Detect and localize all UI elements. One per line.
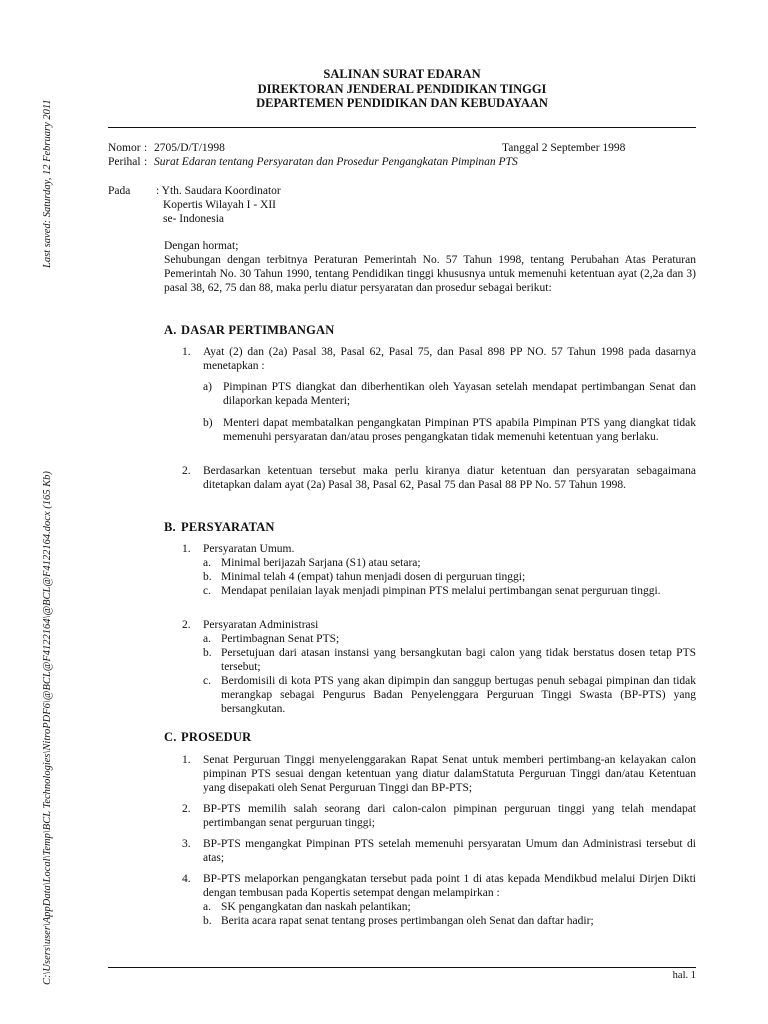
item-number: 2.	[182, 619, 191, 631]
list-item	[182, 619, 696, 633]
list-item	[182, 873, 696, 901]
nomor-row	[108, 142, 225, 156]
pada-label: Pada	[108, 185, 131, 197]
item-label: a.	[203, 633, 211, 645]
file-path-note: C:\Users\user\AppData\Local\Temp\BCL Technologies\NitroPDF6\@BCL@F4122164\@BCL@F4122164.docx (165 Kb)	[42, 471, 53, 985]
recipient-line-1: : Yth. Saudara Koordinator	[156, 185, 281, 197]
item-label: b.	[203, 915, 212, 927]
item-label: c.	[203, 585, 211, 597]
item-number: 1.	[182, 754, 191, 766]
list-item	[182, 754, 696, 795]
item-label: c.	[203, 675, 211, 687]
item-text: Minimal telah 4 (empat) tahun menjadi dosen di perguruan tinggi;	[221, 571, 526, 583]
list-item	[203, 633, 696, 647]
item-text: Menteri dapat membatalkan pengangkatan Pimpinan PTS apabila Pimpinan PTS yang diangkat tidak memenuhi persyaratan dan/atau proses pengangkatan tidak memenuhi ketentuan yang berlaku.	[223, 417, 696, 443]
item-text: Berdomisili di kota PTS yang akan dipimpin dan sanggup bertugas penuh sebagai pimpinan dan tidak merangkap sebagai Pengurus Badan Penyelenggara Perguruan Tinggi Swasta (BP-PTS) yang bersangkutan.	[221, 675, 696, 715]
item-number: 4.	[182, 873, 191, 885]
item-text: BP-PTS memilih salah seorang dari calon-calon pimpinan perguruan tinggi yang telah mendapat pertimbangan senat perguruan tinggi;	[203, 803, 696, 829]
list-item	[203, 381, 696, 409]
section-c-letter: C.	[164, 730, 177, 744]
list-item	[203, 647, 696, 675]
section-a-title: DASAR PERTIMBANGAN	[181, 323, 335, 337]
nomor-value: 2705/D/T/1998	[154, 142, 225, 154]
item-text: Mendapat penilaian layak menjadi pimpinan PTS melalui pertimbangan senat perguruan tinggi.	[221, 585, 661, 597]
footer-divider	[108, 967, 696, 968]
item-number: 3.	[182, 838, 191, 850]
nomor-colon: :	[144, 142, 148, 154]
item-label: a)	[203, 381, 212, 393]
item-text: Pimpinan PTS diangkat dan diberhentikan oleh Yayasan setelah mendapat pertimbangan Senat dan dilaporkan kepada Menteri;	[223, 381, 696, 407]
item-text: Senat Perguruan Tinggi menyelenggarakan Rapat Senat untuk memberi pertimbang-an kelayakan calon pimpinan PTS sesuai dengan ketentuan yang diatur dalamStatuta Perguruan Tinggi dan/atau Ketentuan yang disepakati oleh Senat Perguruan Tinggi dan BP-PTS;	[203, 754, 696, 794]
item-text: BP-PTS mengangkat Pimpinan PTS setelah memenuhi persyaratan Umum dan Administrasi tersebut di atas;	[203, 838, 696, 864]
section-b-letter: B.	[164, 520, 176, 534]
item-text: Berdasarkan ketentuan tersebut maka perlu kiranya diatur ketentuan dan persyaratan sebagaimana ditetapkan dalam ayat (2a) Pasal 38, Pasal 62, Pasal 75 dan Pasal 88 PP No. 57 Tahun 1998.	[203, 465, 696, 491]
list-item	[182, 465, 696, 493]
section-a-heading	[164, 323, 335, 338]
section-b-title: PERSYARATAN	[181, 520, 275, 534]
tanggal: Tanggal 2 September 1998	[502, 142, 626, 154]
section-c-heading	[164, 730, 251, 745]
perihal-value: Surat Edaran tentang Persyaratan dan Prosedur Pengangkatan Pimpinan PTS	[154, 156, 518, 168]
item-text: Persyaratan Umum.	[203, 543, 295, 555]
item-number: 2.	[182, 803, 191, 815]
perihal-row	[108, 156, 518, 170]
intro-paragraph: Sehubungan dengan terbitnya Peraturan Pemerintah No. 57 Tahun 1998, tentang Perubahan Atas Peraturan Pemerintah No. 30 Tahun 1990, tentang Pendidikan tinggi khususnya untuk memenuhi ketentuan ayat (2,2a dan 3) pasal 38, 62, 75 dan 88, maka perlu diatur persyaratan dan prosedur sebagai berikut:	[164, 254, 696, 294]
item-text: Minimal berijazah Sarjana (S1) atau setara;	[221, 557, 421, 569]
perihal-colon: :	[144, 156, 148, 168]
header-line-1: SALINAN SURAT EDARAN	[323, 67, 481, 81]
list-item	[203, 585, 696, 599]
perihal-label: Perihal	[108, 156, 141, 168]
list-item	[182, 543, 696, 557]
item-number: 1.	[182, 543, 191, 555]
list-item	[203, 417, 696, 445]
document-header	[108, 67, 696, 111]
page-number: hal. 1	[672, 970, 696, 981]
list-item	[182, 803, 696, 831]
salutation: Dengan hormat;	[164, 240, 239, 252]
list-item	[203, 915, 696, 929]
recipient-line-2: Kopertis Wilayah I - XII	[163, 199, 277, 211]
item-label: a.	[203, 557, 211, 569]
item-number: 1.	[182, 346, 191, 358]
nomor-label: Nomor	[108, 142, 141, 154]
section-b-heading	[164, 520, 275, 535]
item-label: b)	[203, 417, 213, 429]
item-label: b.	[203, 647, 212, 659]
header-line-3: DEPARTEMEN PENDIDIKAN DAN KEBUDAYAAN	[256, 96, 548, 110]
recipient-line-3: se- Indonesia	[163, 213, 224, 225]
item-label: a.	[203, 901, 211, 913]
list-item	[203, 675, 696, 716]
item-text: SK pengangkatan dan naskah pelantikan;	[221, 901, 411, 913]
section-a-letter: A.	[164, 323, 177, 337]
list-item	[203, 571, 696, 585]
header-line-2: DIREKTORAN JENDERAL PENDIDIKAN TINGGI	[257, 81, 547, 96]
item-label: b.	[203, 571, 212, 583]
item-text: Ayat (2) dan (2a) Pasal 38, Pasal 62, Pasal 75, dan Pasal 898 PP NO. 57 Tahun 1998 pada dasarnya menetapkan :	[203, 346, 696, 372]
header-divider	[108, 127, 696, 128]
last-saved-note: Last saved: Saturday, 12 February 2011	[42, 99, 53, 268]
item-text: BP-PTS melaporkan pengangkatan tersebut pada point 1 di atas kepada Mendikbud melalui Dirjen Dikti dengan tembusan pada Kopertis setempat dengan melampirkan :	[203, 873, 696, 899]
list-item	[182, 346, 696, 374]
section-c-title: PROSEDUR	[181, 730, 252, 744]
item-text: Pertimbagnan Senat PTS;	[221, 633, 340, 645]
list-item	[203, 901, 696, 915]
list-item	[203, 557, 696, 571]
list-item	[182, 838, 696, 866]
item-text: Berita acara rapat senat tentang proses pertimbangan oleh Senat dan daftar hadir;	[221, 915, 594, 927]
item-text: Persyaratan Administrasi	[203, 619, 319, 631]
item-number: 2.	[182, 465, 191, 477]
item-text: Persetujuan dari atasan instansi yang bersangkutan bagi calon yang tidak berstatus dosen tetap PTS tersebut;	[221, 647, 696, 673]
